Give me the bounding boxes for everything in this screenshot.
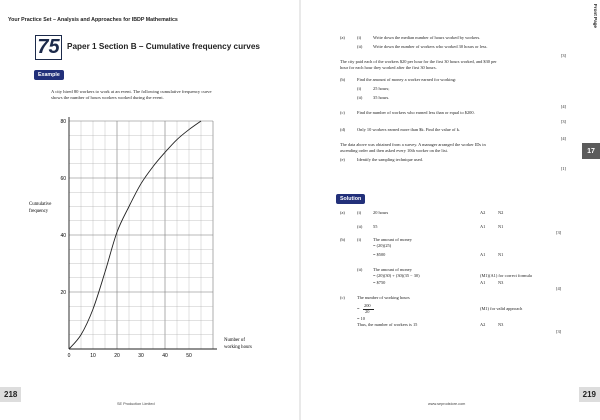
solution-badge: Solution [336,194,365,204]
question-number: (e) [340,157,345,162]
question-text: Find the amount of money a worker earned for working: [357,77,457,82]
sol-total: [3] [556,230,562,235]
chapter-number-box: 75 [35,35,62,60]
question-marks: [4] [560,104,566,109]
question-text: The city paid each of the workers $20 per hour for the first 30 hours worked, and $30 per [340,59,497,64]
question-marks: [4] [560,136,566,141]
y-tick-label: 40 [60,233,66,239]
front-page-label: Front Page [593,4,598,28]
sol-sub: (ii) [357,224,363,229]
chapter-side-tab: 17 [582,143,600,159]
question-number: (d) [340,127,346,132]
page-number-left: 218 [0,387,21,402]
question-text: Write down the median number of hours worked by workers. [373,35,481,40]
question-marks: [3] [560,53,566,58]
sol-mark: A1 [480,280,486,285]
sol-text: 55 [373,224,378,229]
question-text: 25 hours; [373,86,390,91]
x-tick-label: 20 [114,353,120,359]
y-axis-label: Cumulative [29,202,52,207]
sol-text: = $750 [373,280,386,285]
sol-text: = (20)(25) [373,243,392,248]
sol-mark: A2 [480,322,486,327]
sol-mark: A1 [480,252,486,257]
sol-sub: (i) [357,210,362,215]
sol-text: = 10 [357,316,365,321]
sol-text: The number of working hours [357,295,410,300]
chapter-title: Paper 1 Section B – Cumulative frequency curves [67,42,260,51]
sol-sub: (i) [357,237,362,242]
x-axis-label: working hours [224,345,252,350]
x-tick-label: 0 [67,353,71,359]
question-text: Identify the sampling technique used. [357,157,423,162]
sol-mark: A1 [480,224,486,229]
fraction-denominator: 20 [365,309,370,314]
sol-mark: N1 [498,224,504,229]
question-sub: (ii) [357,95,363,100]
question-text: ascending order and then asked every 10th worker on the list. [340,148,448,153]
page-number-right: 219 [579,387,600,402]
footer-right: www.seprodstore.com [428,402,466,406]
question-text: Only 10 workers earned more than $k. Find the value of k. [357,127,461,132]
question-text: Write down the number of workers who worked 30 hours or less. [373,44,488,49]
sol-text: The amount of money [373,267,412,272]
sol-text: = (20)(30) + (30)(35 − 30) [373,273,420,278]
set-title: Your Practice Set – Analysis and Approaches for IBDP Mathematics [8,17,178,23]
question-number: (a) [340,35,345,40]
sol-text: 20 hours [373,210,389,215]
left-page [0,0,299,420]
question-marks: [1] [560,166,566,171]
sol-num: (c) [340,295,345,300]
x-tick-label: 30 [138,353,144,359]
sol-mark: N2 [498,210,504,215]
sol-mark: N3 [498,280,504,285]
y-axis-label: frequency [29,209,49,214]
sol-mark: (M1) for valid approach [480,306,523,311]
question-text: 35 hours. [373,95,390,100]
sol-text: Thus, the number of workers is 15 [357,322,418,327]
y-tick-label: 20 [60,290,66,296]
sol-mark: (M1)(A1) for correct formula [480,273,532,278]
sol-mark: N1 [498,252,504,257]
solution-block: (a) (i) 20 hours A2 N2 (ii) 55 A1 N1 [3] (b) (i) The amount of money = (20)(25) = $500 A1 N1 (ii) The amount of money = (20)(30) + (30)(35 − 30) (M1)(A1) for correct formula = $750 A1 N3 [4] (c) The number of working hours = 200 20 (M1) for valid approach = 10 Thus, the number of workers is 15 A2 N3 [3] [340,210,562,334]
right-page [301,0,600,420]
cumulative-frequency-chart [0,0,299,420]
intro-line: shows the number of hours workers worked during the event. [51,94,164,100]
x-tick-label: 50 [186,353,192,359]
question-number: (c) [340,110,345,115]
sol-total: [4] [556,286,562,291]
question-sub: (ii) [357,44,363,49]
question-text: hour for each hour they worked after the first 30 hours. [340,65,437,70]
sol-mark: N3 [498,322,504,327]
x-tick-label: 40 [162,353,168,359]
chart-ticks [60,119,192,359]
y-tick-label: 80 [60,119,66,125]
sol-text: = $500 [373,252,386,257]
question-text: Find the number of workers who earned less than or equal to $200. [357,110,475,115]
question-sub: (i) [357,86,362,91]
sol-num: (a) [340,210,345,215]
y-tick-label: 60 [60,176,66,182]
example-badge: Example [34,70,64,80]
fraction-numerator: 200 [364,303,371,308]
sol-num: (b) [340,237,346,242]
question-sub: (i) [357,35,362,40]
question-number: (b) [340,77,346,82]
intro-line: A city hired 80 workers to work at an event. The following cumulative frequency curve [51,89,212,94]
question-text: The data above was obtained from a survey. A manager arranged the worker IDs in [340,142,486,147]
x-tick-label: 10 [90,353,96,359]
question-marks: [3] [560,119,566,124]
sol-total: [3] [556,329,562,334]
sol-text: The amount of money [373,237,412,242]
x-axis-label: Number of [224,338,245,343]
sol-mark: A2 [480,210,486,215]
footer-left: SE Production Limited [117,402,155,406]
sol-sub: (ii) [357,267,363,272]
